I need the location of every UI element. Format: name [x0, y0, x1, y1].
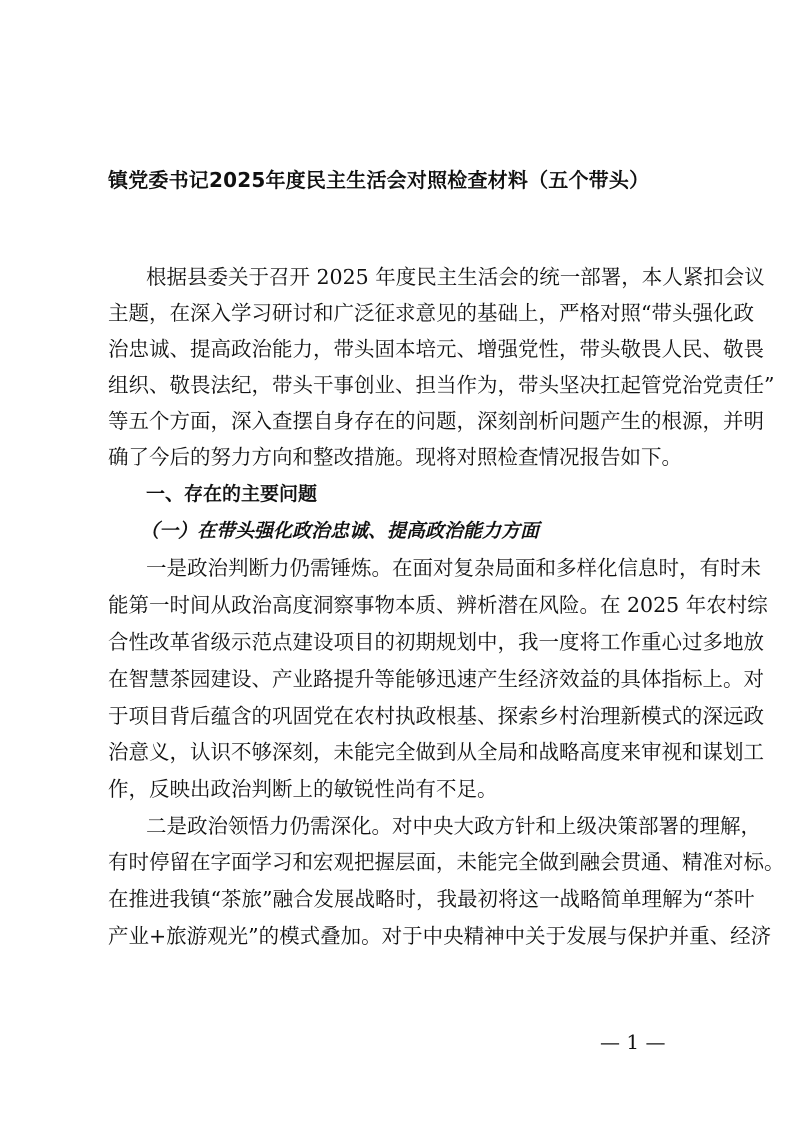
paragraph-line: 合性改革省级示范点建设项目的初期规划中，我一度将工作重心过多地放: [108, 630, 764, 654]
section-heading: 一、存在的主要问题: [146, 483, 318, 505]
paragraph-line: 在智慧茶园建设、产业路提升等能够迅速产生经济效益的具体指标上。对: [108, 667, 764, 691]
paragraph-line: 能第一时间从政治高度洞察事物本质、辨析潜在风险。在 2025 年农村综: [108, 593, 768, 617]
paragraph-line: 主题，在深入学习研讨和广泛征求意见的基础上，严格对照“带头强化政: [108, 301, 754, 325]
paragraph-line: 有时停留在字面学习和宏观把握层面，未能完全做到融会贯通、精准对标。: [108, 850, 785, 874]
paragraph-line: 二是政治领悟力仍需深化。对中央大政方针和上级决策部署的理解，: [146, 814, 761, 838]
paragraph-line: 产业+旅游观光”的模式叠加。对于中央精神中关于发展与保护并重、经济: [108, 924, 772, 948]
paragraph-line: 确了今后的努力方向和整改措施。现将对照检查情况报告如下。: [108, 445, 682, 469]
paragraph-line: 一是政治判断力仍需锤炼。在面对复杂局面和多样化信息时，有时未: [146, 556, 761, 580]
paragraph-line: 作，反映出政治判断上的敏锐性尚有不足。: [108, 777, 498, 801]
paragraph-line: 治意义，认识不够深刻，未能完全做到从全局和战略高度来审视和谋划工: [108, 740, 764, 764]
document-title: 镇党委书记2025年度民主生活会对照检查材料（五个带头）: [108, 168, 650, 192]
page-number: — 1 —: [600, 1030, 666, 1054]
paragraph-line: 在推进我镇“茶旅”融合发展战略时，我最初将这一战略简单理解为“茶叶: [108, 887, 755, 911]
paragraph-line: 组织、敬畏法纪，带头干事创业、担当作为，带头坚决扛起管党治党责任”: [108, 373, 775, 397]
paragraph-line: 根据县委关于召开 2025 年度民主生活会的统一部署，本人紧扣会议: [146, 265, 765, 289]
paragraph-line: 于项目背后蕴含的巩固党在农村执政根基、探索乡村治理新模式的深远政: [108, 704, 764, 728]
paragraph-line: 等五个方面，深入查摆自身存在的问题，深刻剖析问题产生的根源，并明: [108, 409, 764, 433]
paragraph-line: 治忠诚、提高政治能力，带头固本培元、增强党性，带头敬畏人民、敬畏: [108, 337, 764, 361]
subsection-heading: （一）在带头强化政治忠诚、提高政治能力方面: [140, 520, 540, 542]
